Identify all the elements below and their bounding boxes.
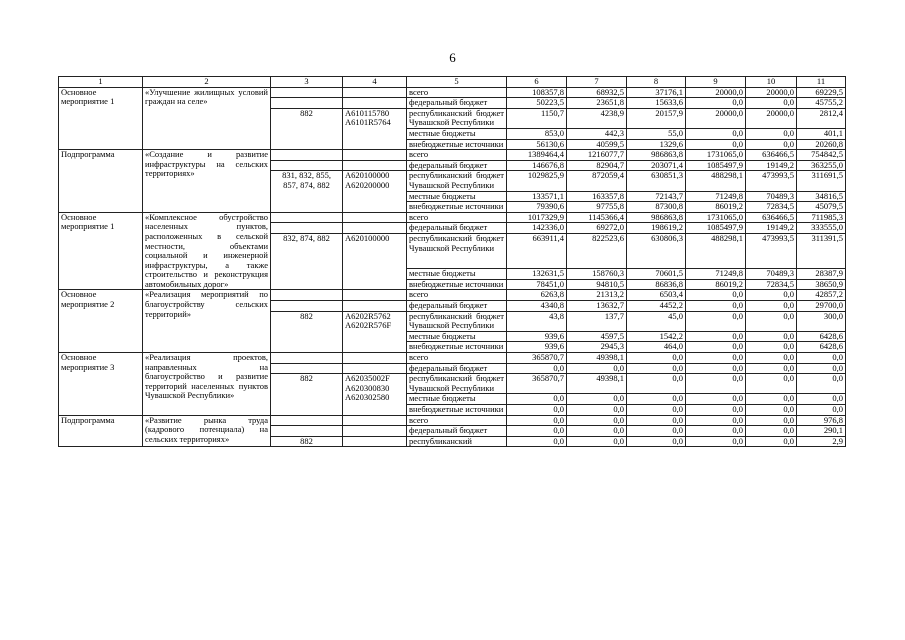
block-title: «Реализация мероприятий по благоустройству сельских территорий» — [143, 290, 271, 353]
funding-source: местные бюджеты — [407, 191, 507, 202]
header-cell-1: 1 — [59, 77, 143, 88]
funding-source: федеральный бюджет — [407, 160, 507, 171]
value-cell-9: 0,0 — [686, 311, 746, 331]
value-cell-11: 0,0 — [797, 374, 846, 394]
value-cell-8: 4452,2 — [627, 301, 686, 312]
value-cell-6: 0,0 — [507, 405, 567, 416]
value-cell-8: 1542,2 — [627, 331, 686, 342]
value-cell-7: 137,7 — [567, 311, 627, 331]
block-name: Основное мероприятие 2 — [59, 290, 143, 353]
value-cell-9: 20000,0 — [686, 87, 746, 98]
funding-source: внебюджетные источники — [407, 139, 507, 150]
value-cell-10: 0,0 — [746, 394, 797, 405]
value-cell-6: 79390,6 — [507, 202, 567, 213]
kbk-code — [343, 436, 407, 447]
funding-source: федеральный бюджет — [407, 223, 507, 234]
value-cell-7: 68932,5 — [567, 87, 627, 98]
value-cell-7: 0,0 — [567, 415, 627, 426]
value-cell-8: 986863,8 — [627, 150, 686, 161]
value-cell-8: 198619,2 — [627, 223, 686, 234]
block-title: «Развитие рынка труда (кадрового потенциала) на сельских территориях» — [143, 415, 271, 447]
value-cell-9: 0,0 — [686, 405, 746, 416]
kbk-cell — [343, 98, 407, 109]
kbk-cell — [343, 363, 407, 374]
value-cell-6: 0,0 — [507, 415, 567, 426]
value-cell-10: 70489,3 — [746, 191, 797, 202]
value-cell-7: 49398,1 — [567, 374, 627, 394]
funding-source: всего — [407, 290, 507, 301]
value-cell-7: 97755,8 — [567, 202, 627, 213]
value-cell-9: 71249,8 — [686, 269, 746, 280]
block-title: «Комплексное обустройство населенных пунктов, расположенных в сельской местности, объектами социальной и инженерной инфраструктуры, а также строительство и реконструкция автомобильных дорог» — [143, 212, 271, 290]
value-cell-7: 442,3 — [567, 128, 627, 139]
value-cell-6: 1389464,4 — [507, 150, 567, 161]
funding-source: федеральный бюджет — [407, 98, 507, 109]
funding-source: республиканский бюджет Чувашской Республики — [407, 374, 507, 394]
value-cell-6: 56130,6 — [507, 139, 567, 150]
value-cell-10: 20000,0 — [746, 87, 797, 98]
funding-source: местные бюджеты — [407, 269, 507, 280]
value-cell-8: 630851,3 — [627, 171, 686, 191]
value-cell-11: 0,0 — [797, 353, 846, 364]
value-cell-7: 23651,8 — [567, 98, 627, 109]
value-cell-8: 203071,4 — [627, 160, 686, 171]
header-cell-4: 4 — [343, 77, 407, 88]
value-cell-11: 333555,0 — [797, 223, 846, 234]
block-name: Подпрограмма — [59, 415, 143, 447]
value-cell-7: 94810,5 — [567, 279, 627, 290]
value-cell-10: 0,0 — [746, 415, 797, 426]
funding-source: федеральный бюджет — [407, 363, 507, 374]
value-cell-7: 21313,2 — [567, 290, 627, 301]
value-cell-10: 0,0 — [746, 311, 797, 331]
kbk-cell — [343, 301, 407, 312]
value-cell-11: 45079,5 — [797, 202, 846, 213]
value-cell-8: 45,0 — [627, 311, 686, 331]
value-cell-11: 2812,4 — [797, 108, 846, 128]
kbk-cell — [343, 290, 407, 301]
funding-source: республиканский — [407, 436, 507, 447]
value-cell-11: 363255,0 — [797, 160, 846, 171]
funding-source: республиканский бюджет Чувашской Республики — [407, 108, 507, 128]
value-cell-8: 86836,8 — [627, 279, 686, 290]
value-cell-11: 401,1 — [797, 128, 846, 139]
value-cell-8: 20157,9 — [627, 108, 686, 128]
value-cell-6: 939,6 — [507, 331, 567, 342]
value-cell-6: 4340,8 — [507, 301, 567, 312]
value-cell-9: 0,0 — [686, 98, 746, 109]
funding-source: местные бюджеты — [407, 128, 507, 139]
value-cell-10: 0,0 — [746, 342, 797, 353]
value-cell-9: 0,0 — [686, 415, 746, 426]
value-cell-7: 49398,1 — [567, 353, 627, 364]
value-cell-11: 311391,5 — [797, 233, 846, 268]
budget-table — [58, 76, 846, 447]
value-cell-10: 19149,2 — [746, 160, 797, 171]
value-cell-10: 0,0 — [746, 128, 797, 139]
kbk-code: А620100000 А620200000 — [343, 171, 407, 212]
value-cell-8: 0,0 — [627, 426, 686, 437]
value-cell-10: 0,0 — [746, 363, 797, 374]
kbk-cell — [343, 353, 407, 364]
value-cell-10: 72834,5 — [746, 202, 797, 213]
value-cell-8: 55,0 — [627, 128, 686, 139]
value-cell-10: 20000,0 — [746, 108, 797, 128]
funding-source: всего — [407, 150, 507, 161]
value-cell-8: 37176,1 — [627, 87, 686, 98]
value-cell-8: 1329,6 — [627, 139, 686, 150]
grbs-cell — [271, 98, 343, 109]
value-cell-6: 0,0 — [507, 426, 567, 437]
value-cell-7: 0,0 — [567, 405, 627, 416]
value-cell-9: 488298,1 — [686, 171, 746, 191]
header-cell-11: 11 — [797, 77, 846, 88]
value-cell-6: 50223,5 — [507, 98, 567, 109]
value-cell-10: 0,0 — [746, 374, 797, 394]
value-cell-10: 0,0 — [746, 331, 797, 342]
value-cell-9: 86019,2 — [686, 279, 746, 290]
value-cell-11: 300,0 — [797, 311, 846, 331]
value-cell-8: 6503,4 — [627, 290, 686, 301]
grbs-cell — [271, 353, 343, 364]
funding-source: местные бюджеты — [407, 331, 507, 342]
value-cell-9: 1085497,9 — [686, 223, 746, 234]
value-cell-9: 0,0 — [686, 426, 746, 437]
grbs-cell — [271, 363, 343, 374]
value-cell-9: 0,0 — [686, 290, 746, 301]
header-cell-10: 10 — [746, 77, 797, 88]
value-cell-7: 158760,3 — [567, 269, 627, 280]
grbs-cell — [271, 87, 343, 98]
value-cell-9: 0,0 — [686, 128, 746, 139]
funding-source: республиканский бюджет Чувашской Республики — [407, 171, 507, 191]
block-title: «Реализация проектов, направленных на благоустройство и развитие территорий населенных пунктов Чувашской Республики» — [143, 353, 271, 416]
value-cell-6: 1150,7 — [507, 108, 567, 128]
value-cell-11: 6428,6 — [797, 331, 846, 342]
funding-source: республиканский бюджет Чувашской Республики — [407, 233, 507, 268]
value-cell-7: 163357,8 — [567, 191, 627, 202]
value-cell-7: 1145366,4 — [567, 212, 627, 223]
value-cell-10: 0,0 — [746, 139, 797, 150]
value-cell-6: 0,0 — [507, 394, 567, 405]
value-cell-9: 0,0 — [686, 436, 746, 447]
value-cell-11: 38650,9 — [797, 279, 846, 290]
value-cell-7: 82904,7 — [567, 160, 627, 171]
value-cell-10: 0,0 — [746, 353, 797, 364]
value-cell-7: 40599,5 — [567, 139, 627, 150]
value-cell-8: 0,0 — [627, 353, 686, 364]
value-cell-8: 630806,3 — [627, 233, 686, 268]
value-cell-10: 473993,5 — [746, 233, 797, 268]
value-cell-9: 20000,0 — [686, 108, 746, 128]
value-cell-11: 976,8 — [797, 415, 846, 426]
value-cell-10: 19149,2 — [746, 223, 797, 234]
value-cell-7: 13632,7 — [567, 301, 627, 312]
value-cell-6: 0,0 — [507, 363, 567, 374]
value-cell-10: 72834,5 — [746, 279, 797, 290]
kbk-code: А620100000 — [343, 233, 407, 290]
value-cell-11: 20260,8 — [797, 139, 846, 150]
value-cell-6: 6263,8 — [507, 290, 567, 301]
value-cell-11: 311691,5 — [797, 171, 846, 191]
grbs-cell — [271, 150, 343, 161]
funding-source: всего — [407, 353, 507, 364]
value-cell-10: 70489,3 — [746, 269, 797, 280]
header-cell-8: 8 — [627, 77, 686, 88]
block-name: Основное мероприятие 1 — [59, 87, 143, 150]
value-cell-10: 473993,5 — [746, 171, 797, 191]
value-cell-7: 0,0 — [567, 426, 627, 437]
value-cell-7: 872059,4 — [567, 171, 627, 191]
value-cell-11: 28387,9 — [797, 269, 846, 280]
value-cell-8: 15633,6 — [627, 98, 686, 109]
table-row — [59, 353, 846, 364]
value-cell-11: 0,0 — [797, 363, 846, 374]
value-cell-11: 0,0 — [797, 405, 846, 416]
grbs-code: 831, 832, 855, 857, 874, 882 — [271, 171, 343, 212]
funding-source: федеральный бюджет — [407, 301, 507, 312]
kbk-cell — [343, 160, 407, 171]
grbs-cell — [271, 212, 343, 223]
value-cell-9: 488298,1 — [686, 233, 746, 268]
value-cell-6: 365870,7 — [507, 353, 567, 364]
value-cell-10: 636466,5 — [746, 212, 797, 223]
value-cell-6: 43,8 — [507, 311, 567, 331]
value-cell-6: 853,0 — [507, 128, 567, 139]
value-cell-6: 365870,7 — [507, 374, 567, 394]
funding-source: федеральный бюджет — [407, 426, 507, 437]
value-cell-8: 986863,8 — [627, 212, 686, 223]
value-cell-8: 0,0 — [627, 415, 686, 426]
funding-source: всего — [407, 212, 507, 223]
value-cell-7: 2945,3 — [567, 342, 627, 353]
header-row — [59, 77, 846, 88]
block-name: Основное мероприятие 1 — [59, 212, 143, 290]
funding-source: внебюджетные источники — [407, 405, 507, 416]
value-cell-8: 0,0 — [627, 405, 686, 416]
funding-source: республиканский бюджет Чувашской Республики — [407, 311, 507, 331]
value-cell-7: 1216077,7 — [567, 150, 627, 161]
kbk-cell — [343, 212, 407, 223]
value-cell-6: 108357,8 — [507, 87, 567, 98]
header-cell-5: 5 — [407, 77, 507, 88]
kbk-code: А6202R5762 А6202R576F — [343, 311, 407, 352]
value-cell-10: 0,0 — [746, 426, 797, 437]
value-cell-6: 939,6 — [507, 342, 567, 353]
table-row — [59, 290, 846, 301]
table-row — [59, 415, 846, 426]
value-cell-8: 87300,8 — [627, 202, 686, 213]
value-cell-8: 0,0 — [627, 374, 686, 394]
value-cell-11: 29700,0 — [797, 301, 846, 312]
value-cell-8: 70601,5 — [627, 269, 686, 280]
funding-source: внебюджетные источники — [407, 279, 507, 290]
value-cell-11: 69229,5 — [797, 87, 846, 98]
grbs-code: 882 — [271, 436, 343, 447]
value-cell-7: 69272,0 — [567, 223, 627, 234]
value-cell-11: 6428,6 — [797, 342, 846, 353]
header-cell-9: 9 — [686, 77, 746, 88]
grbs-cell — [271, 301, 343, 312]
value-cell-8: 464,0 — [627, 342, 686, 353]
grbs-cell — [271, 290, 343, 301]
value-cell-10: 0,0 — [746, 436, 797, 447]
kbk-cell — [343, 426, 407, 437]
value-cell-9: 0,0 — [686, 394, 746, 405]
value-cell-9: 71249,8 — [686, 191, 746, 202]
value-cell-10: 0,0 — [746, 405, 797, 416]
value-cell-10: 636466,5 — [746, 150, 797, 161]
value-cell-9: 0,0 — [686, 363, 746, 374]
value-cell-6: 133571,1 — [507, 191, 567, 202]
table-row — [59, 150, 846, 161]
table-row — [59, 87, 846, 98]
value-cell-7: 0,0 — [567, 363, 627, 374]
funding-source: внебюджетные источники — [407, 342, 507, 353]
value-cell-6: 663911,4 — [507, 233, 567, 268]
value-cell-9: 0,0 — [686, 374, 746, 394]
value-cell-8: 0,0 — [627, 436, 686, 447]
block-title: «Создание и развитие инфраструктуры на сельских территориях» — [143, 150, 271, 213]
value-cell-8: 0,0 — [627, 363, 686, 374]
grbs-cell — [271, 223, 343, 234]
value-cell-9: 0,0 — [686, 331, 746, 342]
value-cell-6: 142336,0 — [507, 223, 567, 234]
page-number: 6 — [449, 50, 456, 65]
funding-source: внебюджетные источники — [407, 202, 507, 213]
value-cell-11: 42857,2 — [797, 290, 846, 301]
value-cell-8: 72143,7 — [627, 191, 686, 202]
table-row — [59, 212, 846, 223]
value-cell-9: 0,0 — [686, 353, 746, 364]
kbk-cell — [343, 223, 407, 234]
block-name: Основное мероприятие 3 — [59, 353, 143, 416]
value-cell-6: 78451,0 — [507, 279, 567, 290]
value-cell-7: 0,0 — [567, 394, 627, 405]
grbs-code: 882 — [271, 311, 343, 352]
header-cell-7: 7 — [567, 77, 627, 88]
value-cell-11: 0,0 — [797, 394, 846, 405]
value-cell-11: 45755,2 — [797, 98, 846, 109]
value-cell-7: 4238,9 — [567, 108, 627, 128]
value-cell-11: 2,9 — [797, 436, 846, 447]
grbs-code: 832, 874, 882 — [271, 233, 343, 290]
value-cell-11: 34816,5 — [797, 191, 846, 202]
value-cell-10: 0,0 — [746, 98, 797, 109]
grbs-cell — [271, 415, 343, 426]
grbs-cell — [271, 426, 343, 437]
block-title: «Улучшение жилищных условий граждан на селе» — [143, 87, 271, 150]
funding-source: всего — [407, 87, 507, 98]
kbk-cell — [343, 415, 407, 426]
grbs-code: 882 — [271, 108, 343, 149]
value-cell-9: 0,0 — [686, 301, 746, 312]
value-cell-7: 0,0 — [567, 436, 627, 447]
value-cell-11: 290,1 — [797, 426, 846, 437]
kbk-cell — [343, 87, 407, 98]
value-cell-6: 132631,5 — [507, 269, 567, 280]
value-cell-6: 1029825,9 — [507, 171, 567, 191]
value-cell-11: 754842,5 — [797, 150, 846, 161]
header-cell-6: 6 — [507, 77, 567, 88]
funding-source: местные бюджеты — [407, 394, 507, 405]
value-cell-9: 86019,2 — [686, 202, 746, 213]
value-cell-8: 0,0 — [627, 394, 686, 405]
funding-source: всего — [407, 415, 507, 426]
value-cell-9: 1731065,0 — [686, 150, 746, 161]
value-cell-11: 711985,3 — [797, 212, 846, 223]
value-cell-7: 822523,6 — [567, 233, 627, 268]
value-cell-7: 4597,5 — [567, 331, 627, 342]
value-cell-6: 146676,8 — [507, 160, 567, 171]
kbk-code: А62035002F А620300830 А620302580 — [343, 374, 407, 415]
kbk-code: А610115780 А6101R5764 — [343, 108, 407, 149]
header-cell-2: 2 — [143, 77, 271, 88]
block-name: Подпрограмма — [59, 150, 143, 213]
value-cell-9: 0,0 — [686, 342, 746, 353]
value-cell-10: 0,0 — [746, 301, 797, 312]
value-cell-10: 0,0 — [746, 290, 797, 301]
value-cell-9: 1085497,9 — [686, 160, 746, 171]
value-cell-6: 1017329,9 — [507, 212, 567, 223]
value-cell-6: 0,0 — [507, 436, 567, 447]
header-cell-3: 3 — [271, 77, 343, 88]
grbs-cell — [271, 160, 343, 171]
grbs-code: 882 — [271, 374, 343, 415]
value-cell-9: 0,0 — [686, 139, 746, 150]
kbk-cell — [343, 150, 407, 161]
value-cell-9: 1731065,0 — [686, 212, 746, 223]
